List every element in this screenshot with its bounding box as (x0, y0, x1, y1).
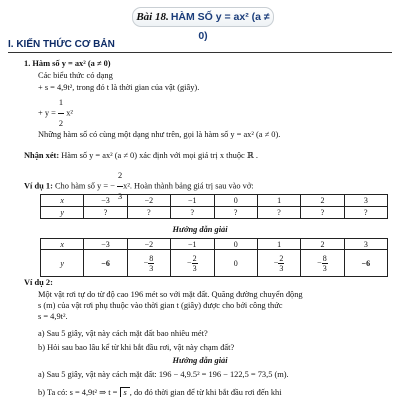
table-cell: ? (344, 207, 387, 219)
item2-suffix: x² (66, 108, 73, 118)
fraction (278, 254, 284, 273)
fraction (148, 254, 154, 273)
example1-text-b: x². Hoàn thành bảng giá trị sau vào vở: (123, 181, 254, 191)
table-cell: 2 (301, 239, 344, 250)
fraction-numerator: 8 (322, 253, 327, 263)
table-cell: y (41, 207, 84, 219)
table-cell: −2 (127, 195, 170, 207)
example1-text-a: Cho hàm số y = − (52, 181, 115, 191)
table-row-y (41, 207, 388, 219)
remark-text: Hàm số y = ax² (a ≠ 0) xác định với mọi giá trị x thuộc ℝ . (59, 151, 258, 160)
table-cell: −3 (84, 195, 127, 207)
item2-prefix: + y = (38, 108, 56, 118)
sqrt-content: s (123, 388, 127, 397)
answer-b-suffix: , do đó thời gian để từ khi bắt đầu rơi đến khi (129, 388, 282, 397)
fraction-half (58, 93, 64, 134)
table-cell: ? (301, 207, 344, 219)
example2-question-b: b) Hỏi sau bao lâu kể từ khi bắt đầu rơi, vật này chạm đất? (38, 343, 235, 352)
table-cell: − $\frac{2}{3}$ (257, 250, 300, 277)
table-cell: ? (171, 207, 214, 219)
table-cell: −1 (171, 239, 214, 250)
example2-answer-b (38, 388, 282, 398)
sqrt-radical (120, 387, 130, 397)
table-cell: −1 (171, 195, 214, 207)
lesson-title: HÀM SỐ y = ax² (a ≠ 0) (170, 11, 270, 42)
value-table (40, 194, 388, 219)
solution-table (40, 238, 388, 277)
part1-intro: Các biểu thức có dạng (38, 71, 113, 80)
example2-label: Ví dụ 2: (24, 278, 53, 287)
lesson-number: Bài 18. (136, 11, 169, 23)
table-row-y (41, 250, 388, 277)
fraction-numerator: 2 (279, 253, 284, 263)
table-cell: − $\frac{8}{3}$ (127, 250, 170, 277)
fraction (322, 254, 328, 273)
example2-question-a: a) Sau 5 giây, vật này cách mặt đất bao nhiêu mét? (38, 329, 208, 338)
table-cell: 0 (214, 250, 257, 277)
table-cell: −3 (84, 239, 127, 250)
fraction-denominator: 3 (192, 263, 197, 273)
table-cell: y (41, 250, 84, 277)
example1-label: Ví dụ 1: (24, 181, 53, 191)
table-cell: x (41, 195, 84, 207)
part1-item2 (38, 93, 73, 134)
answer-b-prefix: b) Ta có: s = 4,9t² ⇒ t = (38, 388, 118, 397)
table-cell: 3 (344, 239, 387, 250)
table-cell: x (41, 239, 84, 250)
fraction (192, 254, 198, 273)
table-cell: 0 (214, 195, 257, 207)
table-cell: 3 (344, 195, 387, 207)
table-row-x (41, 195, 388, 207)
solution-heading-1: Hướng dẫn giải (172, 225, 228, 234)
section-heading: I. KIẾN THỨC CƠ BẢN (8, 39, 392, 53)
table-cell: 1 (257, 195, 300, 207)
table-cell: ? (127, 207, 170, 219)
example2-line2: s (m) của vật rơi phụ thuộc vào thời gian t (giây) được cho bởi công thức (38, 301, 283, 310)
table-cell: ? (84, 207, 127, 219)
remark (24, 151, 258, 161)
fraction-numerator: 1 (58, 93, 64, 114)
table-cell: −6 (344, 250, 387, 277)
fraction-denominator: 3 (149, 263, 154, 273)
fraction-denominator: 2 (58, 119, 64, 128)
table-cell: −2 (127, 239, 170, 250)
table-cell: ? (214, 207, 257, 219)
table-row-x (41, 239, 388, 250)
fraction-denominator: 3 (322, 263, 327, 273)
table-cell: − $\frac{2}{3}$ (171, 250, 214, 277)
remark-label: Nhận xét: (24, 151, 60, 160)
solution-heading-2: Hướng dẫn giải (172, 356, 228, 365)
fraction-numerator: 2 (192, 253, 197, 263)
fraction-denominator: 3 (117, 192, 123, 201)
example2-line1: Một vật rơi tự do từ độ cao 196 mét so với mặt đất. Quãng đường chuyển động (38, 290, 303, 299)
part1-summary: Những hàm số có cùng một dạng như trên, gọi là hàm số y = ax² (a ≠ 0). (38, 130, 281, 139)
example2-line3: s = 4,9t². (38, 312, 68, 321)
fraction-numerator: 2 (117, 166, 123, 187)
table-cell: ? (257, 207, 300, 219)
part1-item1: + s = 4,9t², trong đó t là thời gian của vật (giây). (38, 83, 200, 92)
table-cell: − $\frac{8}{3}$ (301, 250, 344, 277)
table-cell: 0 (214, 239, 257, 250)
lesson-banner (132, 7, 274, 42)
table-cell: 2 (301, 195, 344, 207)
fraction-denominator: 3 (279, 263, 284, 273)
fraction-numerator: 8 (149, 253, 154, 263)
table-cell: 1 (257, 239, 300, 250)
table-cell: −6 (84, 250, 127, 277)
example2-answer-a: a) Sau 5 giây, vật này cách mặt đất: 196 − 4,9.5² = 196 − 122,5 = 73,5 (m). (38, 370, 289, 379)
part1-heading: 1. Hàm số y = ax² (a ≠ 0) (24, 59, 111, 68)
